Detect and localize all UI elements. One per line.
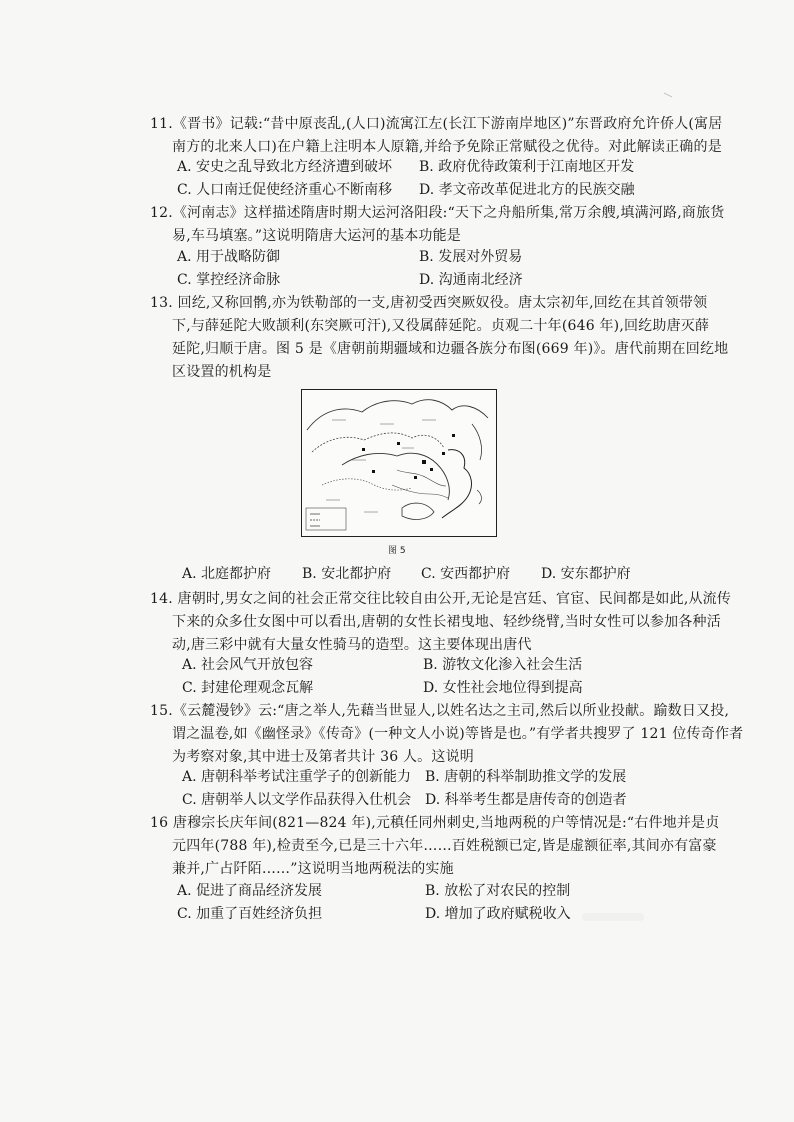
question-12-stem-line-1: 12.《河南志》这样描述隋唐时期大运河洛阳段:“天下之舟船所集,常万余艘,填满河路,商旅货 <box>150 205 725 221</box>
question-16-option-a: A. 促进了商品经济发展 <box>177 883 323 899</box>
question-16-option-b: B. 放松了对农民的控制 <box>425 883 571 899</box>
question-11-option-d: D. 孝文帝改革促进北方的民族交融 <box>419 182 635 198</box>
question-16-stem-line-1: 16 唐穆宗长庆年间(821—824 年),元稹任同州刺史,当地两税的户等情况是:“右件地并是贞 <box>150 815 720 831</box>
question-14-option-b: B. 游牧文化渗入社会生活 <box>423 657 583 673</box>
question-11-option-b: B. 政府优待政策利于江南地区开发 <box>419 159 635 175</box>
question-16-option-d: D. 增加了政府赋税收入 <box>425 906 571 922</box>
question-15-stem-line-2: 谓之温卷,如《幽怪录》《传奇》(一种文人小说)等皆是也。”有学者共搜罗了 121 位传奇作者 <box>172 726 744 742</box>
question-11-stem-line-1: 11.《晋书》记载:“昔中原丧乱,(人口)流寓江左(长江下游南岸地区)”东晋政府允许侨人(寓居 <box>150 116 723 132</box>
question-12-option-d: D. 沟通南北经济 <box>419 272 523 288</box>
question-13-stem-line-3: 延陀,归顺于唐。图 5 是《唐朝前期疆域和边疆各族分布图(669 年)》。唐代前期在回纥地 <box>172 341 729 357</box>
question-14-option-a: A. 社会风气开放包容 <box>182 657 314 673</box>
question-12-option-b: B. 发展对外贸易 <box>419 249 523 265</box>
question-11-stem-line-2: 南方的北来人口)在户籍上注明本人原籍,并给予免除正常赋役之优待。对此解读正确的是 <box>172 139 722 155</box>
question-12-option-a: A. 用于战略防御 <box>177 249 281 265</box>
question-16-option-c: C. 加重了百姓经济负担 <box>177 906 323 922</box>
question-15-option-a: A. 唐朝科举考试注重学子的创新能力 <box>182 769 412 785</box>
scan-mark <box>663 92 673 98</box>
question-13-option-b: B. 安北都护府 <box>302 566 392 582</box>
question-13-stem-line-2: 下,与薛延陀大败颉利(东突厥可汗),又役属薛延陀。贞观二十年(646 年),回纥助唐灭薛 <box>172 318 710 334</box>
question-11-option-a: A. 安史之乱导致北方经济遭到破坏 <box>177 159 393 175</box>
question-14-option-c: C. 封建伦理观念瓦解 <box>182 680 314 696</box>
question-16-stem-line-2: 元四年(788 年),检责至今,已是三十六年……百姓税额已定,皆是虚额征率,其间亦有富豪 <box>172 838 717 854</box>
question-13-option-a: A. 北庭都护府 <box>182 566 272 582</box>
question-14-option-d: D. 女性社会地位得到提高 <box>423 680 583 696</box>
question-12-option-c: C. 掌控经济命脉 <box>177 272 281 288</box>
question-15-stem-line-3: 为考察对象,其中进士及第者共计 36 人。这说明 <box>172 749 474 765</box>
question-15-option-b: B. 唐朝的科举制助推文学的发展 <box>425 769 627 785</box>
map-drawing <box>302 390 495 535</box>
question-13-stem-line-1: 13. 回纥,又称回鹘,亦为铁勒部的一支,唐初受西突厥奴役。唐太宗初年,回纥在其首领带领 <box>150 295 708 311</box>
question-13-stem-line-4: 区设置的机构是 <box>172 364 272 380</box>
question-13-option-c: C. 安西都护府 <box>421 566 511 582</box>
faint-watermark <box>582 913 644 921</box>
question-11-option-c: C. 人口南迁促使经济重心不断南移 <box>177 182 393 198</box>
question-15-option-d: D. 科举考生都是唐传奇的创造者 <box>425 792 627 808</box>
question-14-stem-line-2: 下来的众多仕女图中可以看出,唐朝的女性长裙曳地、轻纱绕臂,当时女性可以参加各种活 <box>172 614 721 630</box>
question-12-stem-line-2: 易,车马填塞。”这说明隋唐大运河的基本功能是 <box>172 228 462 244</box>
question-16-stem-line-3: 兼并,广占阡陌……”这说明当地两税法的实施 <box>172 861 454 877</box>
question-14-stem-line-3: 动,唐三彩中就有大量女性骑马的造型。这主要体现出唐代 <box>172 637 532 653</box>
question-14-stem-line-1: 14. 唐朝时,男女之间的社会正常交往比较自由公开,无论是宫廷、官宦、民间都是如此,从流传 <box>150 591 732 607</box>
tang-territory-map <box>301 389 497 537</box>
figure-caption: 图 5 <box>388 546 406 556</box>
question-15-stem-line-1: 15.《云麓漫钞》云:“唐之举人,先藉当世显人,以姓名达之主司,然后以所业投献。踰数日又投, <box>150 703 730 719</box>
question-13-option-d: D. 安东都护府 <box>541 566 631 582</box>
question-15-option-c: C. 唐朝举人以文学作品获得入仕机会 <box>182 792 412 808</box>
